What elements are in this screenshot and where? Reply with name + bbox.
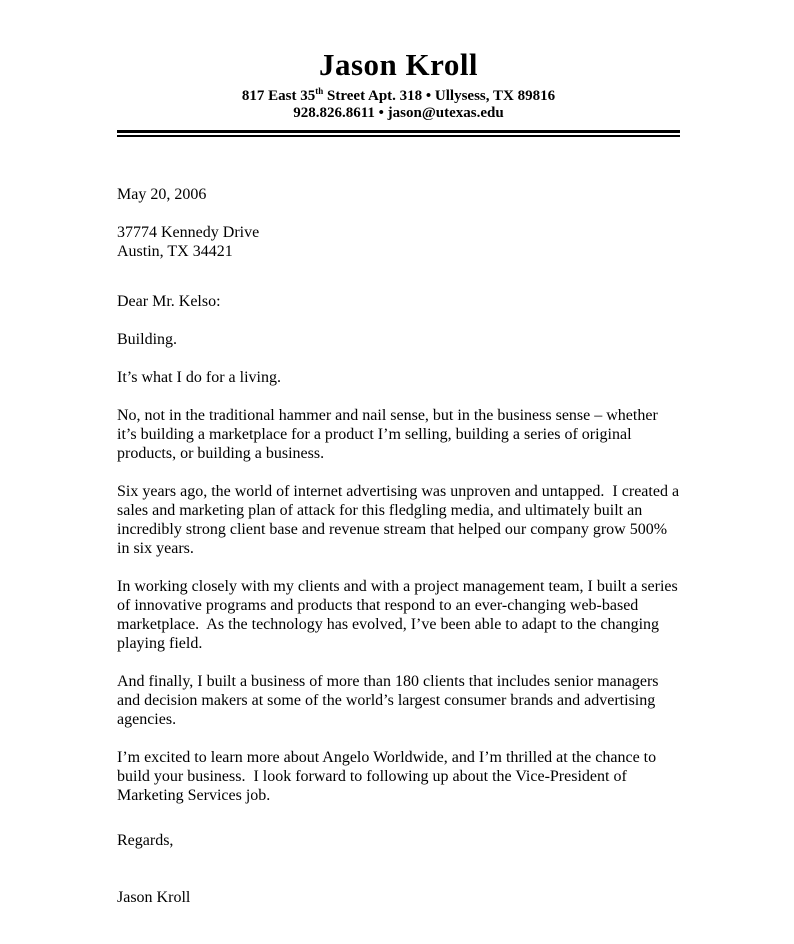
recipient-address-line: Austin, TX 34421 [117, 242, 233, 260]
body-paragraph: I’m excited to learn more about Angelo Worldwide, and I’m thrilled at the chance to build your business. I look forward to following up about the Vice-President of Marketing Services job. [117, 748, 661, 804]
signature-name: Jason Kroll [117, 888, 191, 906]
body-paragraph: No, not in the traditional hammer and nail sense, but in the business sense – whether it’s building a marketplace for a product I’m selling, building a series of original products, or building a business. [117, 406, 662, 462]
letterhead-address-line [117, 88, 680, 105]
letterhead-address-part1: 817 East 35 [241, 88, 316, 104]
letterhead-address-part2: Street Apt. 318 • Ullysess, TX 89816 [323, 88, 556, 104]
divider-thick-rule [117, 130, 680, 133]
letterhead-name: Jason Kroll [318, 47, 479, 82]
body-paragraph: In working closely with my clients and with a project management team, I built a series of innovative programs and products that respond to an ever-changing web-based marketplace. As the technology has evolved, I’ve been able to adapt to the changing playing field. [117, 577, 682, 652]
divider-thin-rule [117, 135, 680, 137]
recipient-address-line: 37774 Kennedy Drive [117, 223, 260, 241]
letterhead [117, 48, 680, 122]
closing: Regards, [117, 831, 174, 849]
body-paragraph: Six years ago, the world of internet advertising was unproven and untapped. I created a sales and marketing plan of attack for this fledgling media, and ultimately built an incredibly strong client base and revenue stream that helped our company grow 500% in six years. [117, 482, 684, 557]
letterhead-divider [117, 130, 680, 137]
body-paragraph: It’s what I do for a living. [117, 368, 281, 386]
body-paragraph: Building. [117, 330, 178, 348]
salutation: Dear Mr. Kelso: [117, 292, 221, 310]
body-paragraph: And finally, I built a business of more than 180 clients that includes senior managers and decision makers at some of the world’s largest consumer brands and advertising agencies. [117, 672, 663, 728]
letterhead-contact-line: 928.826.8611 • jason@utexas.edu [293, 105, 504, 121]
ordinal-superscript: th [315, 86, 324, 96]
letter-body [117, 185, 684, 907]
letter-date: May 20, 2006 [117, 185, 207, 203]
recipient-address [117, 223, 680, 261]
